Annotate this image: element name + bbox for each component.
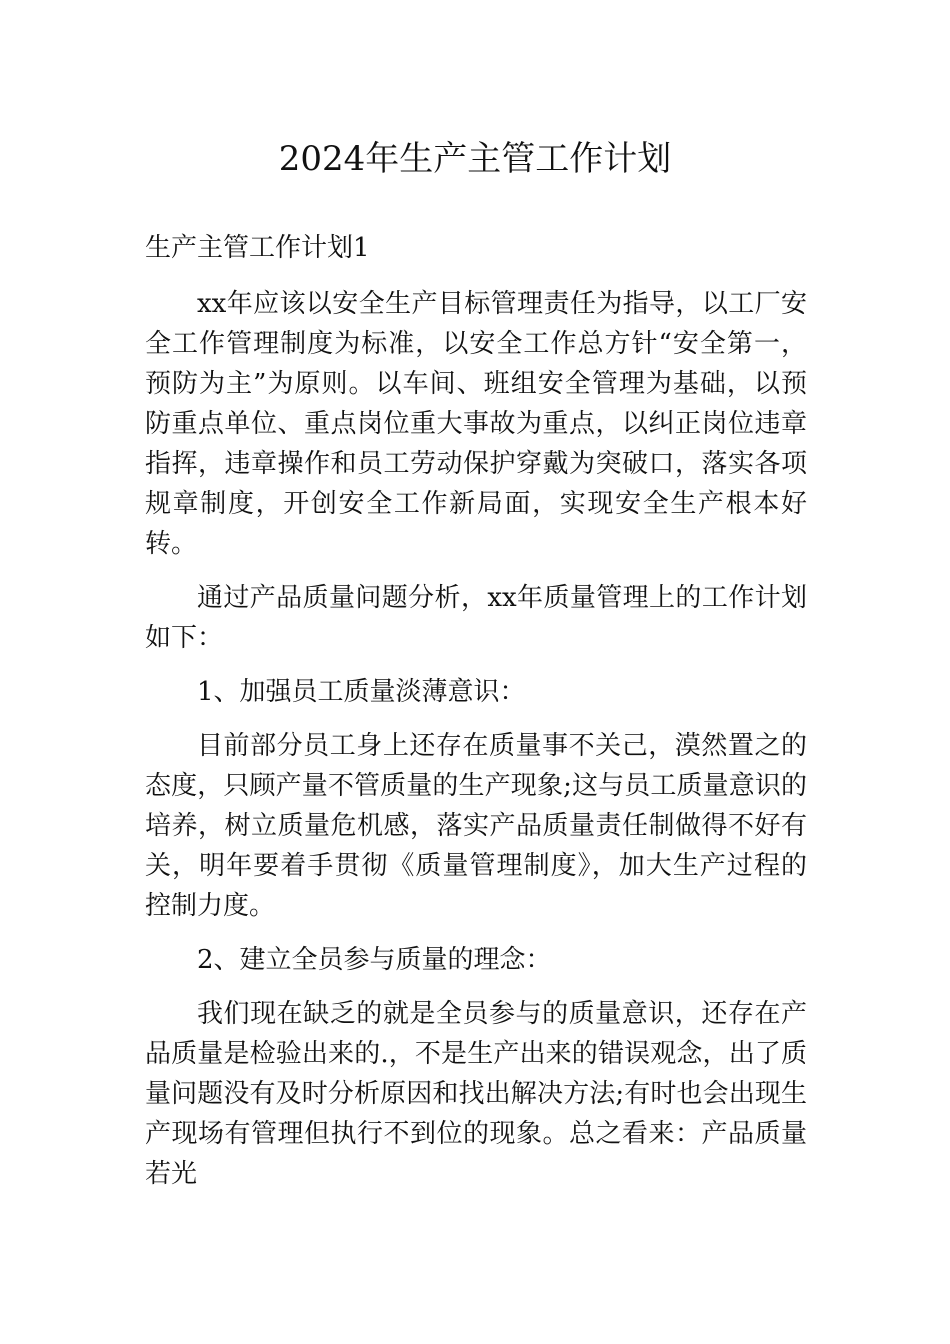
paragraph-item-1-heading: 1、加强员工质量淡薄意识： — [197, 677, 526, 707]
paragraph-safety-goals: xx年应该以安全生产目标管理责任为指导，以工厂安全工作管理制度为标准，以安全工作总方针“安全第一，预防为主”为原则。以车间、班组安全管理为基础，以预防重点单位、重点岗位重大事故为重点，以纠正岗位违章指挥，违章操作和员工劳动保护穿戴为突破口，落实各项规章制度，开创安全工作新局面，实现安全生产根本好转。 — [145, 289, 807, 559]
paragraph-item-1-body: 目前部分员工身上还存在质量事不关己，漠然置之的态度，只顾产量不管质量的生产现象;这与员工质量意识的培养，树立质量危机感，落实产品质量责任制做得不好有关，明年要着手贯彻《质量管理制度》，加大生产过程的控制力度。 — [145, 731, 807, 921]
paragraph-item-2-heading: 2、建立全员参与质量的理念： — [197, 945, 552, 975]
paragraph-item-2-body: 我们现在缺乏的就是全员参与的质量意识，还存在产品质量是检验出来的.，不是生产出来的错误观念，出了质量问题没有及时分析原因和找出解决方法;有时也会出现生产现场有管理但执行不到位的现象。总之看来：产品质量若光 — [145, 999, 807, 1189]
section-heading: 生产主管工作计划1 — [145, 233, 370, 263]
paragraph-quality-plan-intro: 通过产品质量问题分析，xx年质量管理上的工作计划如下： — [145, 583, 807, 653]
document-body — [145, 228, 807, 1194]
document-title: 2024年生产主管工作计划 — [278, 139, 672, 179]
